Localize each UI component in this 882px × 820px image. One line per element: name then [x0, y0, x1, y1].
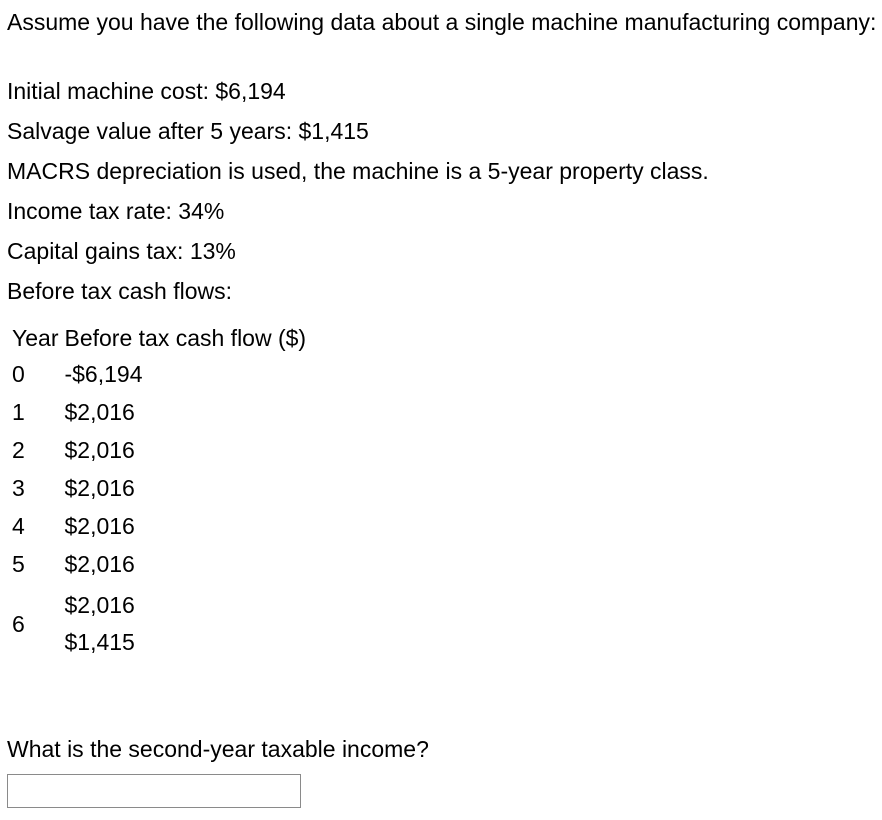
row-cash-flow: -$6,194	[64, 360, 143, 387]
fact-salvage-value: Salvage value after 5 years: $1,415	[7, 118, 369, 144]
question-text: What is the second-year taxable income?	[7, 736, 429, 762]
table-row	[9, 431, 309, 469]
row-cash-flow: $2,016	[64, 474, 135, 501]
row-cash-flow: $2,016	[64, 512, 135, 539]
fact-income-tax: Income tax rate: 34%	[7, 198, 225, 224]
answer-input[interactable]	[7, 774, 301, 808]
cash-flow-operating: $2,016	[64, 592, 135, 618]
table-row	[9, 469, 309, 507]
row-year: 1	[12, 398, 25, 425]
row-year: 3	[12, 474, 25, 501]
table-row	[9, 355, 309, 393]
fact-capital-gains-tax: Capital gains tax: 13%	[7, 238, 236, 264]
cash-flow-stack	[64, 592, 306, 656]
table-row	[9, 545, 309, 583]
cash-flow-table	[9, 321, 309, 665]
fact-cash-flows-label: Before tax cash flows:	[7, 278, 232, 304]
header-cash-flow: Before tax cash flow ($)	[64, 324, 307, 351]
table-row	[9, 393, 309, 431]
intro-text: Assume you have the following data about a single machine manufacturing company:	[7, 9, 877, 35]
row-year: 0	[12, 360, 25, 387]
table-header-row	[9, 321, 309, 355]
row-cash-flow: $2,016	[64, 436, 135, 463]
row-year: 2	[12, 436, 25, 463]
header-year: Year	[12, 324, 59, 351]
row-cash-flow: $2,016	[64, 550, 135, 577]
row-year: 5	[12, 550, 25, 577]
row-cash-flow	[61, 583, 309, 665]
table-row	[9, 507, 309, 545]
row-cash-flow: $2,016	[64, 398, 135, 425]
table-row	[9, 583, 309, 665]
row-year: 4	[12, 512, 25, 539]
cash-flow-salvage: $1,415	[64, 629, 135, 655]
fact-macrs: MACRS depreciation is used, the machine is a 5-year property class.	[7, 158, 709, 184]
fact-initial-cost: Initial machine cost: $6,194	[7, 78, 286, 104]
row-year: 6	[12, 610, 25, 637]
